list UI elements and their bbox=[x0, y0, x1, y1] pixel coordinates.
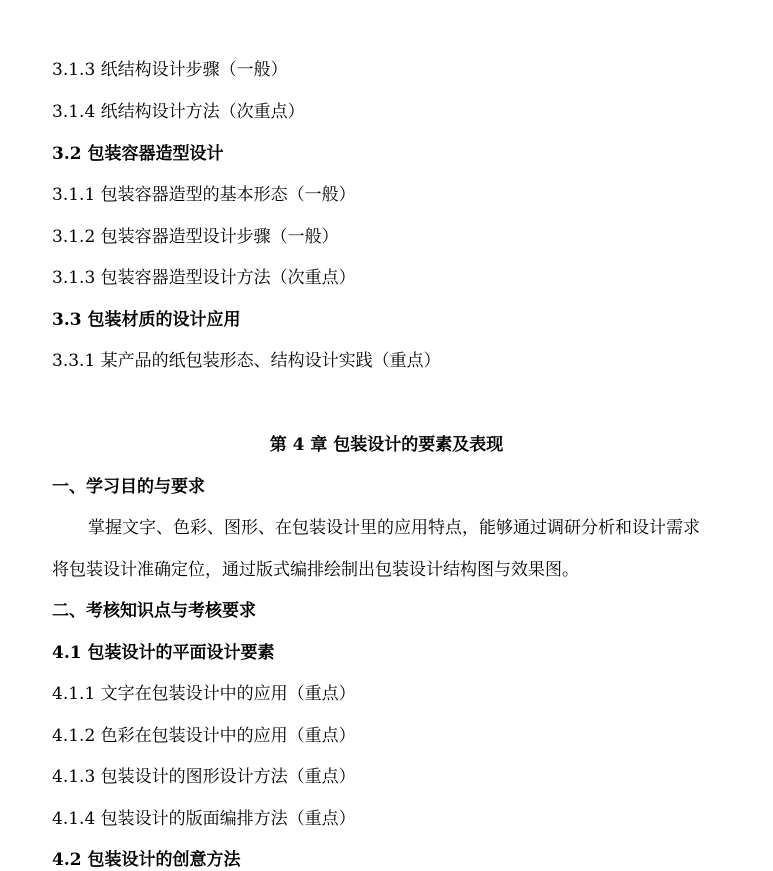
section-3-2-heading: 3.2 包装容器造型设计 bbox=[52, 144, 224, 164]
heading-learning-goals: 一、学习目的与要求 bbox=[52, 477, 205, 497]
section-4-1-2: 4.1.2 色彩在包装设计中的应用（重点） bbox=[52, 726, 356, 746]
section-3-1-3: 3.1.3 纸结构设计步骤（一般） bbox=[52, 60, 288, 80]
section-3-3-heading: 3.3 包装材质的设计应用 bbox=[52, 310, 241, 330]
paragraph-line-1: 掌握文字、色彩、图形、在包装设计里的应用特点，能够通过调研分析和设计需求 bbox=[88, 518, 700, 538]
paragraph-line-2: 将包装设计准确定位，通过版式编排绘制出包装设计结构图与效果图。 bbox=[52, 560, 579, 580]
section-4-1-heading: 4.1 包装设计的平面设计要素 bbox=[52, 643, 275, 663]
section-3-1-1-container: 3.1.1 包装容器造型的基本形态（一般） bbox=[52, 185, 356, 205]
section-3-1-3-container: 3.1.3 包装容器造型设计方法（次重点） bbox=[52, 268, 356, 288]
section-3-1-4: 3.1.4 纸结构设计方法（次重点） bbox=[52, 102, 305, 122]
section-3-1-2-container: 3.1.2 包装容器造型设计步骤（一般） bbox=[52, 227, 339, 247]
section-4-1-3: 4.1.3 包装设计的图形设计方法（重点） bbox=[52, 767, 356, 787]
section-4-2-heading: 4.2 包装设计的创意方法 bbox=[52, 850, 241, 870]
section-4-1-4: 4.1.4 包装设计的版面编排方法（重点） bbox=[52, 809, 356, 829]
section-4-1-1: 4.1.1 文字在包装设计中的应用（重点） bbox=[52, 684, 356, 704]
heading-assessment: 二、考核知识点与考核要求 bbox=[52, 601, 256, 621]
chapter-4-title: 第 4 章 包装设计的要素及表现 bbox=[269, 435, 504, 455]
section-3-3-1: 3.3.1 某产品的纸包装形态、结构设计实践（重点） bbox=[52, 351, 441, 371]
